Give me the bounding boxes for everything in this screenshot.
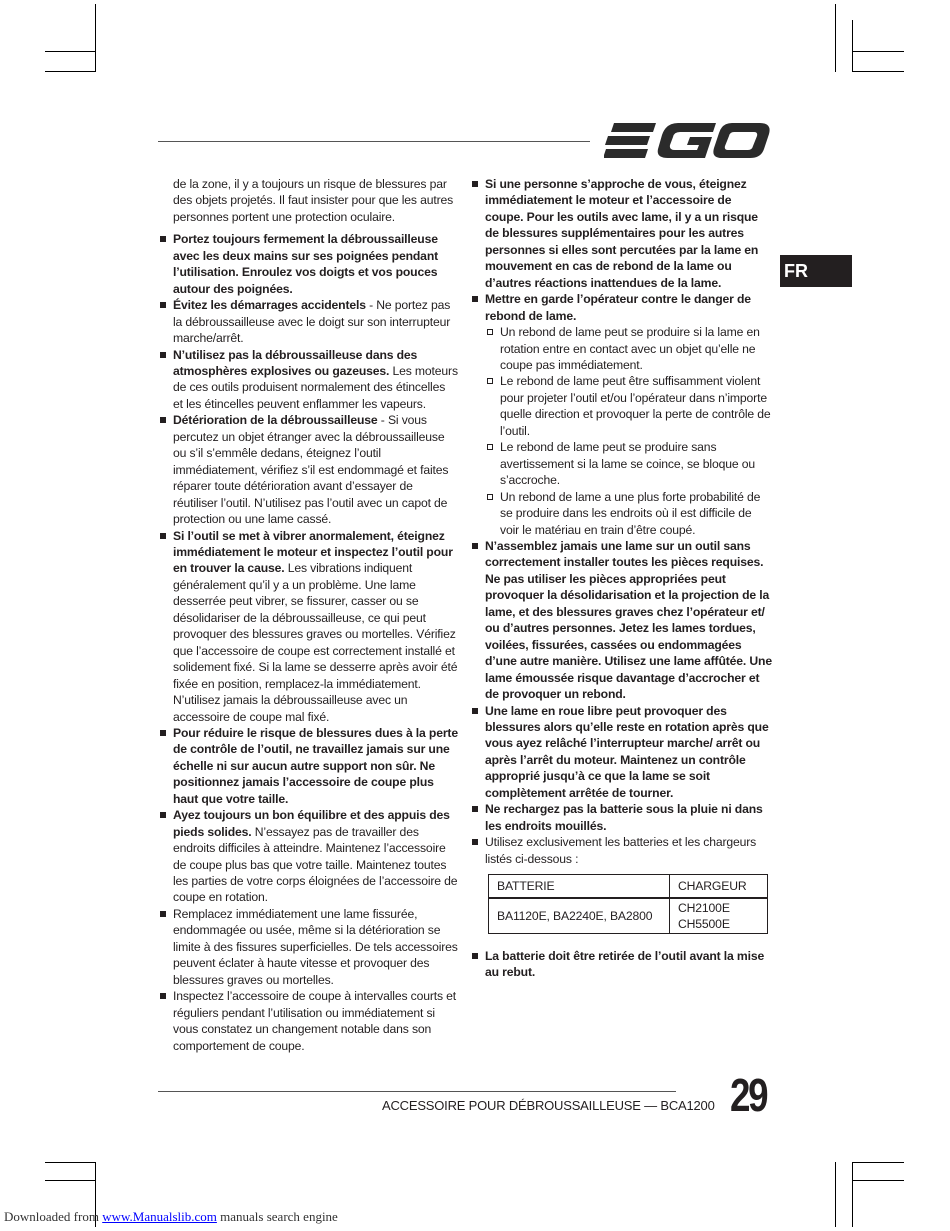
- list-item: [472, 703, 772, 802]
- ego-logo: [604, 121, 770, 161]
- crop-mark: [852, 51, 904, 52]
- list-item: [160, 347, 458, 413]
- paragraph: [160, 176, 458, 225]
- sub-list-item: [487, 324, 772, 373]
- crop-mark: [45, 1180, 96, 1181]
- item-text: Le rebond de lame peut se produire sans avertissement si la lame se coince, se bloque ou s’accroche.: [500, 440, 755, 488]
- footer-rule: [158, 1091, 676, 1092]
- item-bold-text: Mettre en garde l’opérateur contre le danger de rebond de lame.: [485, 292, 751, 323]
- sub-list-item: [487, 439, 772, 488]
- item-bold-text: Ne rechargez pas la batterie sous la pluie ni dans les endroits mouillés.: [485, 802, 763, 833]
- header-rule: [158, 141, 590, 142]
- list-item: [160, 528, 458, 725]
- list-item: [160, 725, 458, 807]
- item-bold-text: Ayez toujours un bon équilibre et des appuis des pieds solides.: [173, 808, 450, 839]
- manualslib-link[interactable]: www.Manualslib.com: [102, 1209, 217, 1224]
- crop-mark: [852, 71, 904, 72]
- crop-mark: [45, 51, 96, 52]
- item-text: Un rebond de lame peut se produire si la lame en rotation entre en contact avec un objet qu’elle ne coupe pas immédiatement.: [500, 325, 760, 372]
- list-item: [160, 807, 458, 906]
- list-item: [472, 538, 772, 703]
- table-header-cell: CHARGEUR: [670, 875, 768, 899]
- item-text: Le rebond de lame peut être suffisamment violent pour projeter l’outil et/ou l’opérateur dans n’importe quelle direction et provoquer la perte de contrôle de l’outil.: [500, 374, 771, 438]
- table-header-row: [489, 875, 768, 899]
- download-prefix: Downloaded from: [4, 1209, 103, 1224]
- footer-title: ACCESSOIRE POUR DÉBROUSSAILLEUSE — BCA1200: [382, 1098, 715, 1113]
- item-bold-text: Détérioration de la débroussailleuse: [173, 413, 378, 428]
- page-number: 29: [730, 1069, 767, 1121]
- list-item: [160, 906, 458, 988]
- item-bold-text: Portez toujours fermement la débroussailleuse avec les deux mains sur ses poignées pendant l’utilisation. Enroulez vos doigts et vos pouces autour des poignées.: [173, 232, 439, 296]
- crop-mark: [45, 1162, 96, 1163]
- item-text: - Ne portez pas la débroussailleuse avec le doigt sur son interrupteur marche/arrêt.: [173, 298, 451, 346]
- list-item: [472, 801, 772, 834]
- sub-list-item: [487, 373, 772, 439]
- paragraph-text: de la zone, il y a toujours un risque de blessures par des objets projetés. Il faut insister pour que les autres personnes portent une protection oculaire.: [173, 177, 454, 224]
- language-label: FR: [784, 260, 808, 281]
- crop-mark: [852, 1162, 853, 1227]
- left-column: [160, 176, 458, 1054]
- item-bold-text: N’assemblez jamais une lame sur un outil sans correctement installer toutes les pièces requises. Ne pas utiliser les pièces appropriées peut provoquer la désolidarisation et la projection de la lame, et des blessures graves chez l’opérateur et/ ou d’autres personnes. Jetez les lames tordues, voilées, fissurées, cassées ou endommagées d’une autre manière. Utilisez une lame affûtée. Une lame émoussée risque davantage d’accrocher et de provoquer un rebond.: [485, 538, 772, 702]
- item-bold-text: Pour réduire le risque de blessures dues à la perte de contrôle de l’outil, ne travaillez jamais sur une échelle ni sur aucun autre support non sûr. Ne positionnez jamais l’accessoire de coupe plus haut que votre taille.: [173, 725, 458, 806]
- crop-mark: [852, 1180, 904, 1181]
- right-column: [472, 176, 772, 981]
- list-item: [160, 988, 458, 1054]
- item-text: N’essayez pas de travailler des endroits difficiles à atteindre. Maintenez l’accessoire de coupe plus bas que votre taille. Maintenez toutes les parties de votre corps éloignées de l’accessoire de coupe en rotation.: [173, 824, 458, 905]
- table-row: [489, 898, 768, 934]
- item-bold-text: N’utilisez pas la débroussailleuse dans des atmosphères explosives ou gazeuses.: [173, 347, 418, 378]
- item-text: Les vibrations indiquent généralement qu’il y a un problème. Une lame desserrée peut vibrer, se fissurer, casser ou se désolidariser de la débroussailleuse, ce qui peut provoquer des blessures graves ou mortelles. Vérifiez que l’accessoire de coupe est correctement installé et solidement fixé. Si la lame se desserre après avoir été fixée en position, remplacez-la immédiatement. N’utilisez jamais la débroussailleuse avec un accessoire de coupe mal fixé.: [173, 561, 458, 724]
- item-text: Utilisez exclusivement les batteries et les chargeurs listés ci-dessous :: [485, 835, 757, 866]
- list-item: [160, 231, 458, 297]
- charger-model: CH5500E: [678, 917, 730, 932]
- item-bold-text: Si l’outil se met à vibrer anormalement, éteignez immédiatement le moteur et inspectez l’outil pour en trouver la cause.: [173, 528, 453, 576]
- item-text: Un rebond de lame a une plus forte probabilité de se produire dans les endroits où il est difficile de voir le matériau en train d’être coupé.: [500, 489, 761, 537]
- table-header-cell: BATTERIE: [489, 875, 670, 899]
- table-cell-chargers: [670, 898, 768, 934]
- list-item: [472, 948, 772, 981]
- crop-mark: [835, 1162, 836, 1227]
- item-text: Remplacez immédiatement une lame fissurée, endommagée ou usée, même si la détérioration se limite à des fissures superficielles. De tels accessoires peuvent éclater à haute vitesse et provoquer des blessures graves ou mortelles.: [173, 906, 458, 987]
- crop-mark: [835, 4, 836, 72]
- item-bold-text: Une lame en roue libre peut provoquer des blessures alors qu’elle reste en rotation après que vous ayez relâché l’interrupteur marche/ arrêt ou après l’arrêt du moteur. Maintenez un contrôle approprié jusqu’à ce que la lame se soit complètement arrêtée de tourner.: [485, 703, 769, 800]
- crop-mark: [95, 4, 96, 72]
- charger-model: CH2100E: [678, 901, 730, 916]
- list-item: [160, 297, 458, 346]
- item-bold-text: La batterie doit être retirée de l’outil avant la mise au rebut.: [485, 949, 765, 980]
- item-bold-text: Si une personne s’approche de vous, éteignez immédiatement le moteur et l’accessoire de coupe. Pour les outils avec lame, il y a un risque de blessures supplémentaires pour les autres personnes si elles sont percutées par la lame en mouvement en cas de rebond de la lame ou d’autres réactions inattendues de la lame.: [485, 177, 759, 290]
- crop-mark: [852, 20, 853, 72]
- list-item: [472, 291, 772, 324]
- item-text: - Si vous percutez un objet étranger avec la débroussailleuse ou s’il s’emmêle dedans, éteignez l’outil immédiatement, vérifiez s’il est endommagé et faites réparer toute détérioration avant d’essayer de réutiliser l’outil. N’utilisez pas l’outil avec un capot de protection ou une lame cassé.: [173, 413, 449, 527]
- download-note: [4, 1209, 338, 1225]
- list-item: [472, 176, 772, 291]
- download-suffix: manuals search engine: [216, 1209, 338, 1224]
- item-text: Inspectez l’accessoire de coupe à intervalles courts et réguliers pendant l’utilisation ou immédiatement si vous constatez un changement notable dans son comportement de coupe.: [173, 989, 457, 1053]
- item-text: Les moteurs de ces outils produisent normalement des étincelles et les étincelles peuvent enflammer les vapeurs.: [173, 363, 458, 411]
- sub-list-item: [487, 489, 772, 538]
- list-item: [472, 834, 772, 867]
- crop-mark: [45, 71, 96, 72]
- list-item: [160, 412, 458, 527]
- battery-charger-table: [488, 874, 768, 934]
- table-cell-batteries: BA1120E, BA2240E, BA2800: [489, 898, 670, 934]
- crop-mark: [852, 1162, 904, 1163]
- item-bold-text: Évitez les démarrages accidentels: [173, 298, 366, 313]
- language-tab: [780, 255, 852, 287]
